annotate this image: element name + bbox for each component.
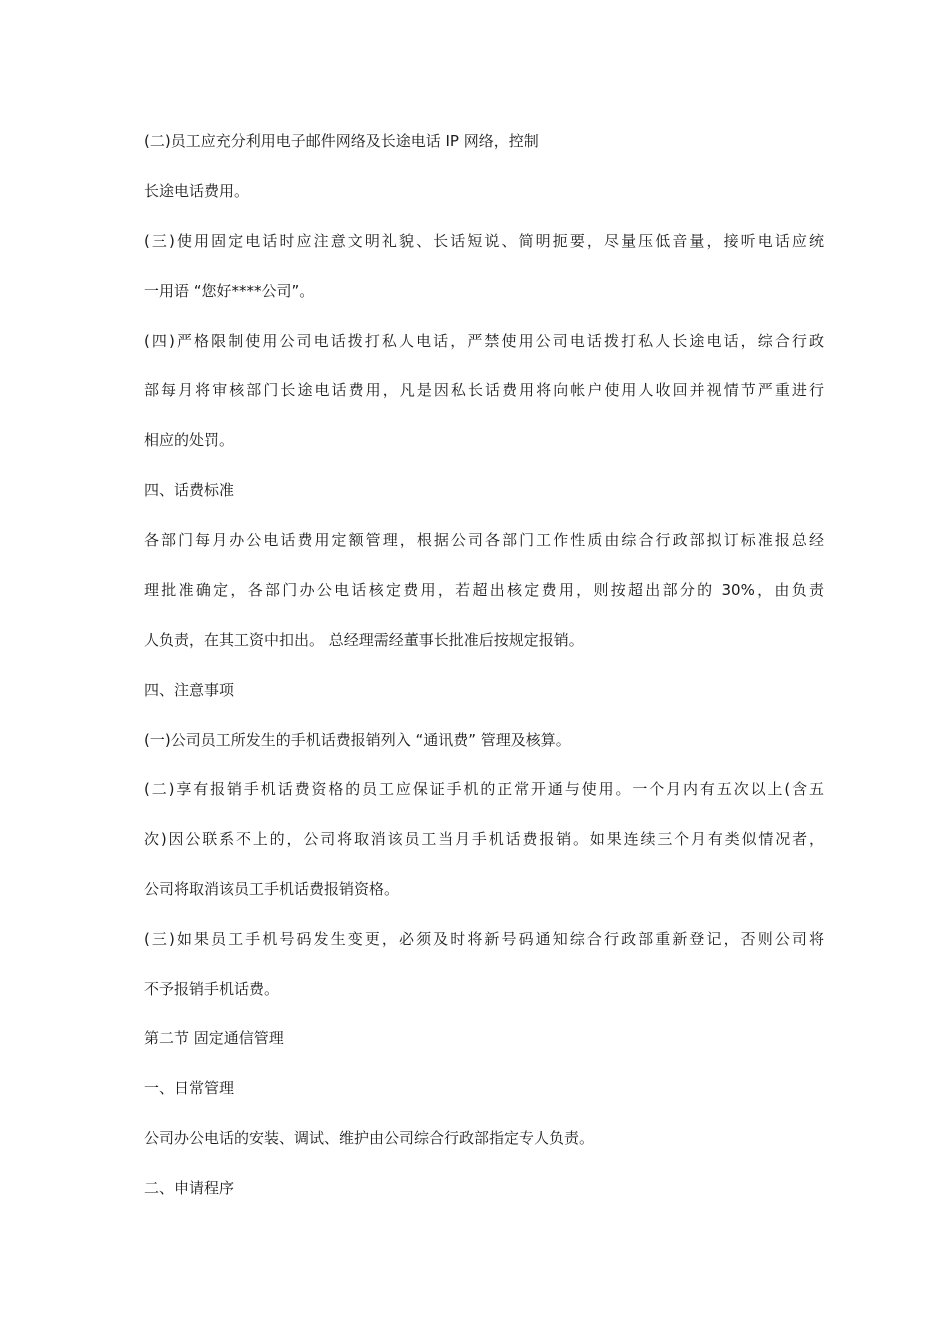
- notes-clause-2: (二)享有报销手机话费资格的员工应保证手机的正常开通与使用。一个月内有五次以上(含五: [144, 780, 824, 798]
- fee-standard-paragraph-2: 理批准确定，各部门办公电话核定费用，若超出核定费用，则按超出部分的 30%，由负责: [144, 581, 824, 599]
- section-heading-notes: 四、注意事项: [144, 681, 235, 699]
- clause-4-continuation-2: 相应的处罚。: [144, 431, 235, 449]
- clause-4-continuation-1: 部每月将审核部门长途电话费用，凡是因私长话费用将向帐户使用人收回并视情节严重进行: [144, 381, 824, 399]
- section-heading-fee-standard: 四、话费标准: [144, 481, 235, 499]
- notes-clause-2-continuation-2: 公司将取消该员工手机话费报销资格。: [144, 880, 400, 898]
- clause-2-continuation: 长途电话费用。: [144, 182, 250, 200]
- subheading-application-procedure: 二、申请程序: [144, 1179, 235, 1197]
- notes-clause-2-continuation-1: 次)因公联系不上的，公司将取消该员工当月手机话费报销。如果连续三个月有类似情况者，: [144, 830, 824, 848]
- notes-clause-1: (一)公司员工所发生的手机话费报销列入 “通讯费” 管理及核算。: [144, 731, 571, 749]
- notes-clause-3-continuation: 不予报销手机话费。: [144, 980, 280, 998]
- subheading-daily-management: 一、日常管理: [144, 1079, 235, 1097]
- clause-3-fixed-phone-etiquette: (三)使用固定电话时应注意文明礼貌、长话短说、简明扼要，尽量压低音量，接听电话应统: [144, 232, 824, 250]
- clause-2-email-network: (二)员工应充分利用电子邮件网络及长途电话 IP 网络，控制: [144, 132, 539, 150]
- fee-standard-paragraph-3: 人负责，在其工资中扣出。 总经理需经董事长批准后按规定报销。: [144, 631, 584, 649]
- clause-3-continuation: 一用语 “您好****公司”。: [144, 282, 315, 300]
- clause-4-private-calls: (四)严格限制使用公司电话拨打私人电话，严禁使用公司电话拨打私人长途电话，综合行政: [144, 332, 824, 350]
- notes-clause-3: (三)如果员工手机号码发生变更，必须及时将新号码通知综合行政部重新登记，否则公司将: [144, 930, 824, 948]
- section-title-fixed-communication: 第二节 固定通信管理: [144, 1029, 284, 1047]
- fee-standard-paragraph-1: 各部门每月办公电话费用定额管理，根据公司各部门工作性质由综合行政部拟订标准报总经: [144, 531, 824, 549]
- daily-management-paragraph: 公司办公电话的安装、调试、维护由公司综合行政部指定专人负责。: [144, 1129, 595, 1147]
